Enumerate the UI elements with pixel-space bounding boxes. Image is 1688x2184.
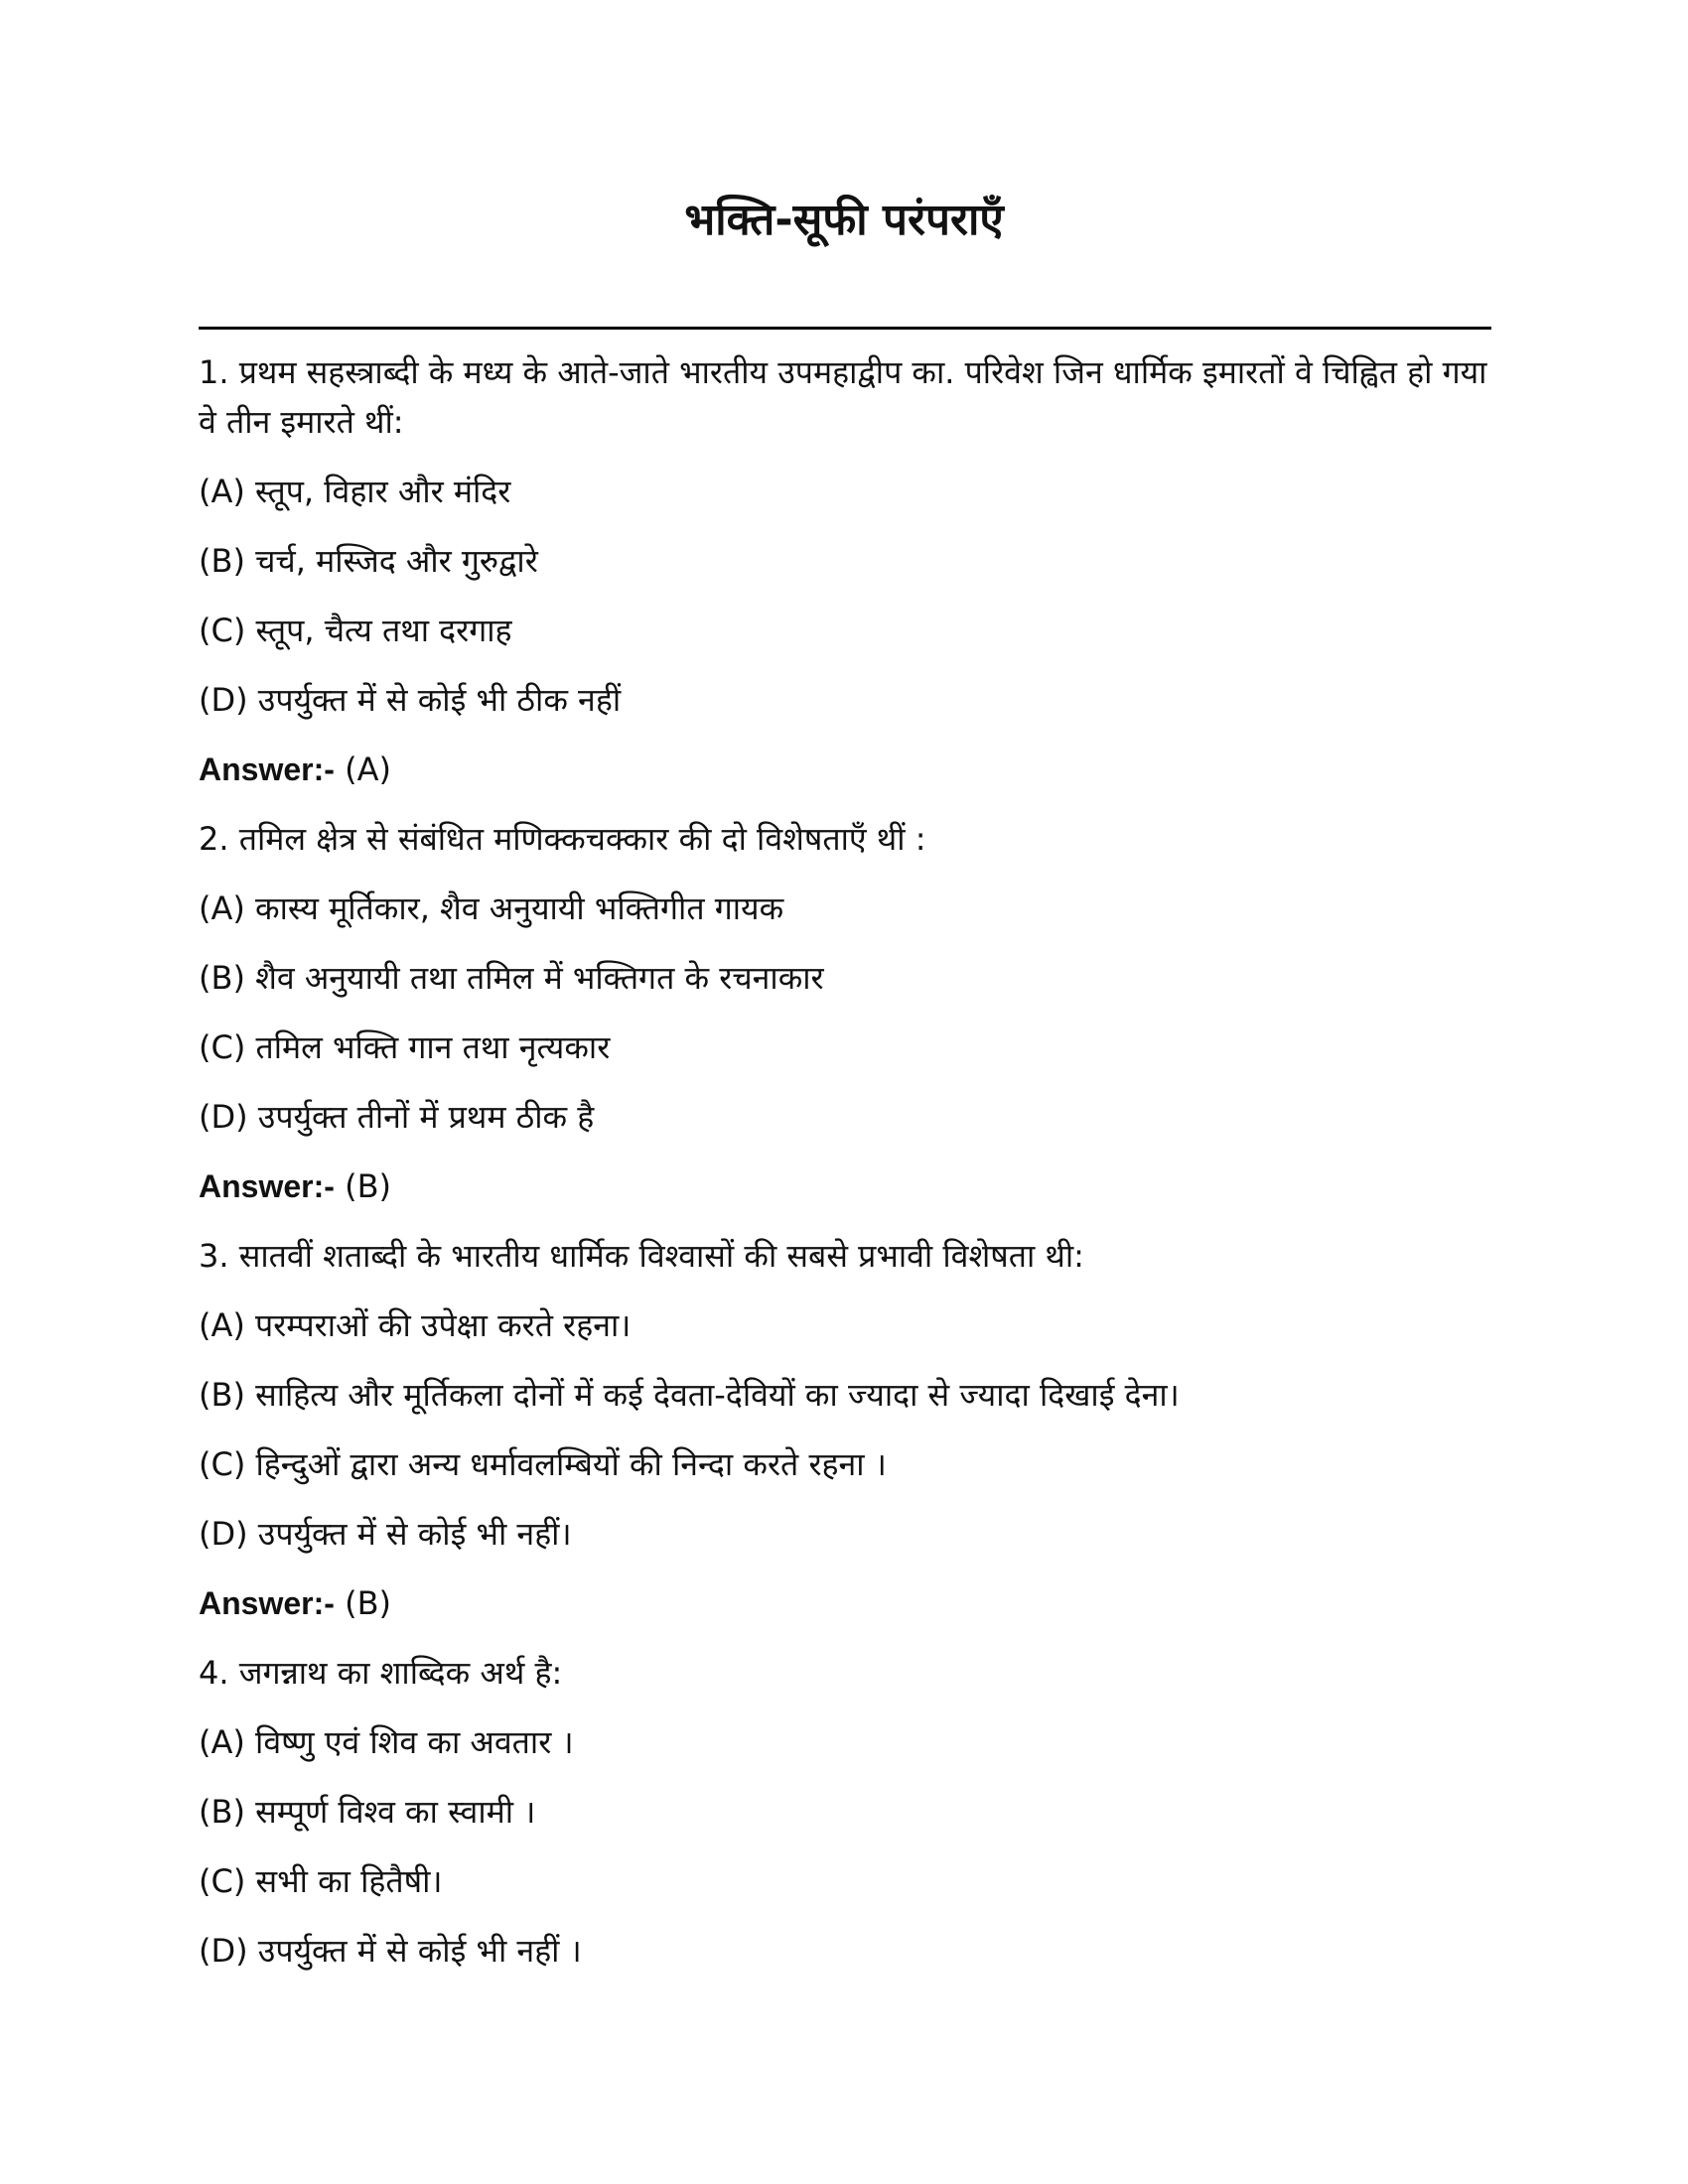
option-a: (A) विष्णु एवं शिव का अवतार । (199, 1723, 574, 1761)
answer-label: Answer:- (199, 1585, 335, 1621)
answer-line (199, 745, 1499, 794)
option-a: (A) कास्य मूर्तिकार, शैव अनुयायी भक्तिगीत गायक (199, 889, 784, 927)
option-b: (B) चर्च, मस्जिद और गुरुद्वारे (199, 542, 538, 580)
option-b: (B) साहित्य और मूर्तिकला दोनों में कई देवता-देवियों का ज्यादा से ज्यादा दिखाई देना। (199, 1376, 1180, 1414)
option-d: (D) उपर्युक्त में से कोई भी ठीक नहीं (199, 681, 622, 719)
option-d: (D) उपर्युक्त में से कोई भी नहीं। (199, 1515, 572, 1553)
question-text: 3. सातवीं शताब्दी के भारतीय धार्मिक विश्वासों की सबसे प्रभावी विशेषता थी: (199, 1237, 1084, 1275)
option-c: (C) स्तूप, चैत्य तथा दरगाह (199, 612, 512, 649)
question-list (199, 347, 1499, 1976)
option-a: (A) स्तूप, विहार और मंदिर (199, 473, 511, 510)
answer-line (199, 1161, 1499, 1211)
question-text: 2. तमिल क्षेत्र से संबंधित मणिक्कचक्कार की दो विशेषताएँ थीं : (199, 820, 926, 858)
option-d: (D) उपर्युक्त में से कोई भी नहीं । (199, 1932, 582, 1970)
option-c: (C) हिन्दुओं द्वारा अन्य धर्मावलम्बियों की निन्दा करते रहना । (199, 1445, 887, 1483)
option-d: (D) उपर्युक्त तीनों में प्रथम ठीक है (199, 1098, 595, 1136)
answer-value: (B) (345, 1167, 391, 1205)
option-b: (B) सम्पूर्ण विश्व का स्वामी । (199, 1793, 536, 1831)
page-title: भक्ति-सूफी परंपराएँ (684, 195, 1004, 245)
question-text: 4. जगन्नाथ का शाब्दिक अर्थ है: (199, 1654, 563, 1692)
option-b: (B) शैव अनुयायी तथा तमिल में भक्तिगत के रचनाकार (199, 959, 824, 997)
answer-label: Answer:- (199, 751, 335, 787)
answer-line (199, 1578, 1499, 1628)
answer-value: (B) (345, 1584, 391, 1622)
option-c: (C) सभी का हितैषी। (199, 1862, 443, 1900)
title-divider (199, 327, 1491, 330)
answer-value: (A) (345, 751, 391, 788)
question-text: 1. प्रथम सहस्त्राब्दी के मध्य के आते-जाते भारतीय उपमहाद्वीप का. परिवेश जिन धार्मिक इमारतों वे चिह्वित हो गया वे तीन इमारते थीं: (199, 353, 1487, 441)
option-a: (A) परम्पराओं की उपेक्षा करते रहना। (199, 1306, 632, 1344)
option-c: (C) तमिल भक्ति गान तथा नृत्यकार (199, 1028, 611, 1066)
answer-label: Answer:- (199, 1168, 335, 1204)
